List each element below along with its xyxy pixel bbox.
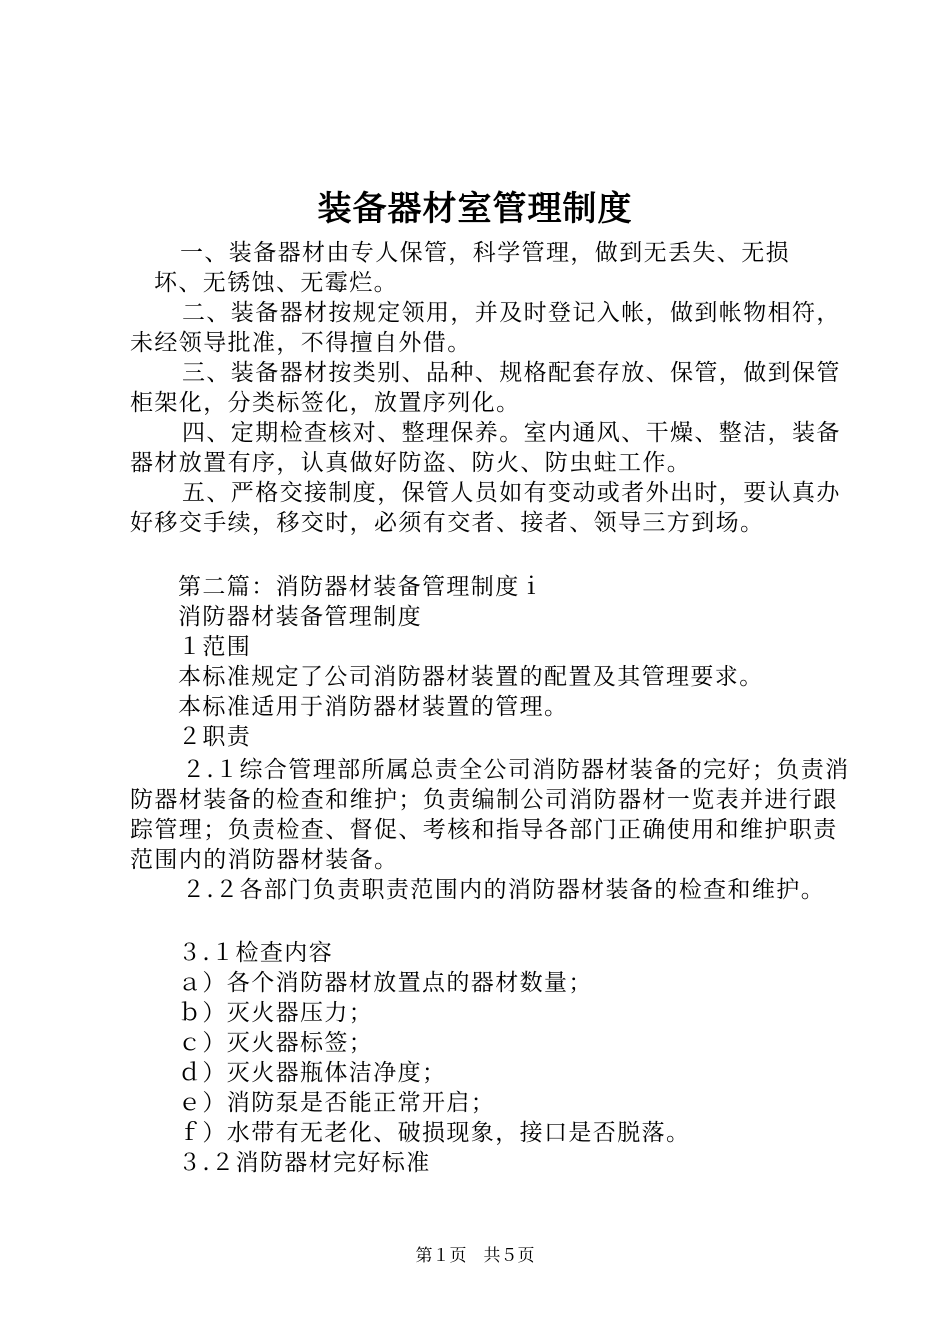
scope-line-2: 本标准适用于消防器材装置的管理。 — [178, 694, 569, 720]
check-item-f: ｆ）水带有无老化、破损现象，接口是否脱落。 — [178, 1120, 691, 1146]
rule-1-line-2: 坏、无锈蚀、无霉烂。 — [154, 270, 398, 296]
section2-subtitle: 消防器材装备管理制度 — [178, 604, 422, 630]
document-title: 装备器材室管理制度 — [317, 189, 633, 229]
duty-heading: ２职责 — [178, 724, 252, 750]
check-item-c: ｃ）灭火器标签； — [178, 1030, 374, 1056]
rule-4: 四、定期检查核对、整理保养。室内通风、干燥、整洁，装备器材放置有序，认真做好防盗、防火、防虫蛀工作。 — [130, 420, 841, 476]
scope-heading: １范围 — [178, 634, 252, 660]
check-heading: ３.１检查内容 — [178, 940, 334, 966]
duty-2-1: ２.１综合管理部所属总责全公司消防器材装备的完好；负责消防器材装备的检查和维护；负责编制公司消防器材一览表并进行跟踪管理；负责检查、督促、考核和指导各部门正确使用和维护职责范围内的消防器材装备。 — [130, 757, 850, 873]
check-item-e: ｅ）消防泵是否能正常开启； — [178, 1090, 496, 1116]
scope-line-1: 本标准规定了公司消防器材装置的配置及其管理要求。 — [178, 664, 764, 690]
check-item-d: ｄ）灭火器瓶体洁净度； — [178, 1060, 447, 1086]
rule-5: 五、严格交接制度，保管人员如有变动或者外出时，要认真办好移交手续，移交时，必须有交者、接者、领导三方到场。 — [130, 480, 841, 536]
section2-heading: 第二篇：消防器材装备管理制度ｉ — [178, 574, 544, 600]
rule-3: 三、装备器材按类别、品种、规格配套存放、保管，做到保管柜架化，分类标签化，放置序列化。 — [130, 360, 841, 416]
page-footer: 第１页 共５页 — [415, 1246, 535, 1266]
rule-2: 二、装备器材按规定领用，并及时登记入帐，做到帐物相符，未经领导批准，不得擅自外借。 — [130, 300, 841, 356]
standard-heading: ３.２消防器材完好标准 — [178, 1150, 431, 1176]
check-item-a: ａ）各个消防器材放置点的器材数量； — [178, 970, 593, 996]
duty-2-2: ２.２各部门负责职责范围内的消防器材装备的检查和维护。 — [182, 877, 826, 903]
rule-1-line-1: 一、装备器材由专人保管，科学管理，做到无丢失、无损 — [180, 240, 790, 266]
duty-block — [130, 755, 850, 905]
rules-block — [130, 298, 850, 538]
check-item-b: ｂ）灭火器压力； — [178, 1000, 374, 1026]
